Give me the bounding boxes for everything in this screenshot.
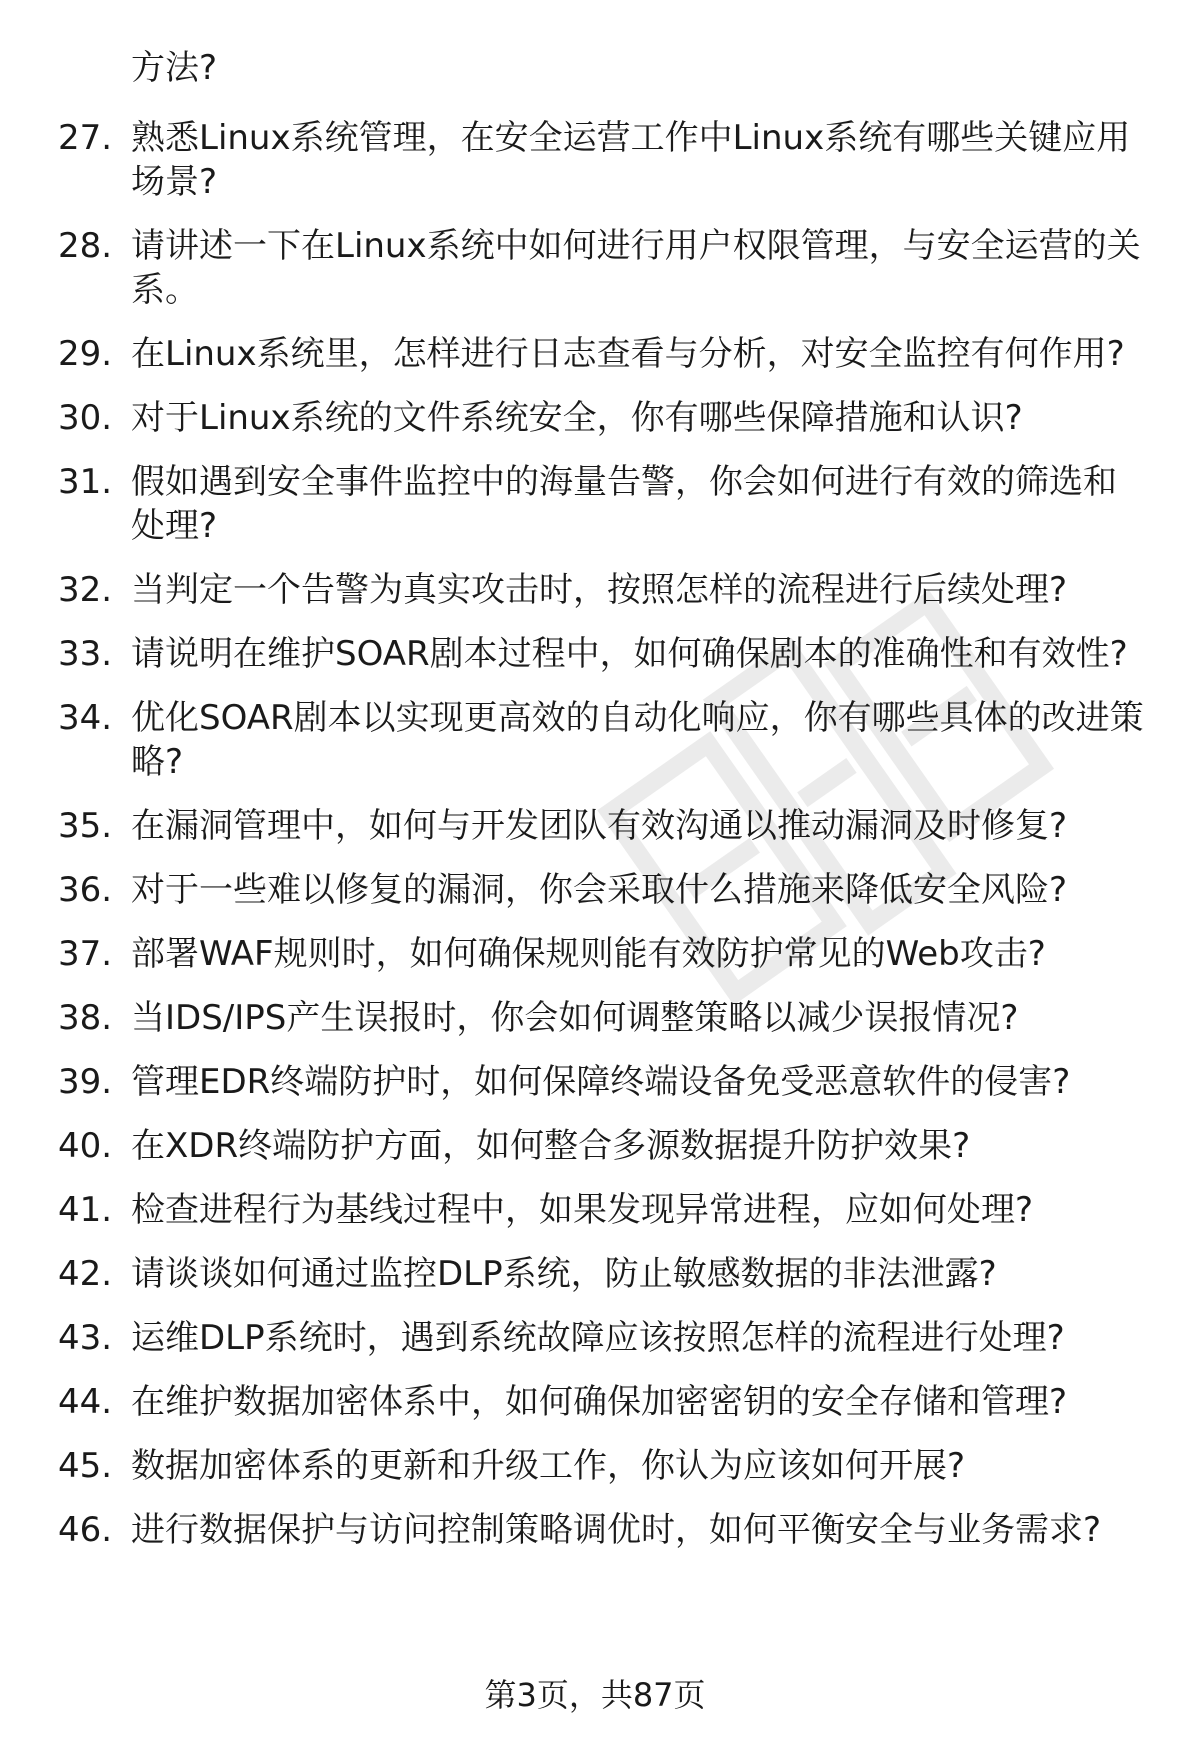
question-number: 44. — [58, 1382, 113, 1422]
question-number: 29. — [58, 334, 113, 374]
question-text: 数据加密体系的更新和升级工作，你认为应该如何开展? — [131, 1446, 966, 1486]
question-text: 熟悉Linux系统管理，在安全运营工作中Linux系统有哪些关键应用场景? — [131, 118, 1131, 202]
question-text: 优化SOAR剧本以实现更高效的自动化响应，你有哪些具体的改进策略? — [131, 698, 1144, 782]
question-text: 请谈谈如何通过监控DLP系统，防止敏感数据的非法泄露? — [131, 1254, 997, 1294]
question-number: 31. — [58, 462, 113, 502]
question-item — [0, 1060, 1190, 1104]
question-text: 管理EDR终端防护时，如何保障终端设备免受恶意软件的侵害? — [131, 1062, 1071, 1102]
question-number: 39. — [58, 1062, 113, 1102]
question-number: 34. — [58, 698, 113, 738]
question-item — [0, 568, 1190, 612]
question-number: 37. — [58, 934, 113, 974]
question-item — [0, 1380, 1190, 1424]
question-number: 42. — [58, 1254, 113, 1294]
question-number: 33. — [58, 634, 113, 674]
question-item — [0, 224, 1190, 312]
question-item — [0, 396, 1190, 440]
question-item — [0, 1188, 1190, 1232]
question-text: 当IDS/IPS产生误报时，你会如何调整策略以减少误报情况? — [131, 998, 1019, 1038]
question-number: 40. — [58, 1126, 113, 1166]
question-number: 28. — [58, 226, 113, 266]
question-item — [0, 632, 1190, 676]
question-number: 43. — [58, 1318, 113, 1358]
question-item — [0, 116, 1190, 204]
question-item — [0, 1444, 1190, 1488]
question-item — [0, 804, 1190, 848]
question-number: 45. — [58, 1446, 113, 1486]
page-number-footer: 第3页，共87页 — [484, 1676, 706, 1714]
question-number: 46. — [58, 1510, 113, 1550]
question-text: 当判定一个告警为真实攻击时，按照怎样的流程进行后续处理? — [131, 570, 1068, 610]
question-text: 进行数据保护与访问控制策略调优时，如何平衡安全与业务需求? — [131, 1510, 1102, 1550]
question-item — [0, 996, 1190, 1040]
question-number: 36. — [58, 870, 113, 910]
question-text: 对于Linux系统的文件系统安全，你有哪些保障措施和认识? — [131, 398, 1023, 438]
question-text: 在漏洞管理中，如何与开发团队有效沟通以推动漏洞及时修复? — [131, 806, 1068, 846]
question-text: 运维DLP系统时，遇到系统故障应该按照怎样的流程进行处理? — [131, 1318, 1065, 1358]
question-text: 在维护数据加密体系中，如何确保加密密钥的安全存储和管理? — [131, 1382, 1068, 1422]
continued-question-text: 方法? — [131, 48, 218, 88]
question-item — [0, 932, 1190, 976]
question-text: 检查进程行为基线过程中，如果发现异常进程，应如何处理? — [131, 1190, 1034, 1230]
question-number: 35. — [58, 806, 113, 846]
question-number: 38. — [58, 998, 113, 1038]
question-list — [0, 116, 1190, 1572]
question-item — [0, 1252, 1190, 1296]
question-number: 27. — [58, 118, 113, 158]
question-item — [0, 868, 1190, 912]
question-text: 对于一些难以修复的漏洞，你会采取什么措施来降低安全风险? — [131, 870, 1068, 910]
question-item — [0, 460, 1190, 548]
question-item — [0, 1508, 1190, 1552]
question-item — [0, 696, 1190, 784]
question-number: 30. — [58, 398, 113, 438]
question-item — [0, 1124, 1190, 1168]
question-text: 假如遇到安全事件监控中的海量告警，你会如何进行有效的筛选和处理? — [131, 462, 1117, 546]
question-number: 41. — [58, 1190, 113, 1230]
question-text: 部署WAF规则时，如何确保规则能有效防护常见的Web攻击? — [131, 934, 1046, 974]
question-number: 32. — [58, 570, 113, 610]
question-item — [0, 332, 1190, 376]
question-text: 在XDR终端防护方面，如何整合多源数据提升防护效果? — [131, 1126, 971, 1166]
question-text: 请说明在维护SOAR剧本过程中，如何确保剧本的准确性和有效性? — [131, 634, 1128, 674]
question-item — [0, 1316, 1190, 1360]
question-text: 在Linux系统里，怎样进行日志查看与分析，对安全监控有何作用? — [131, 334, 1125, 374]
question-text: 请讲述一下在Linux系统中如何进行用户权限管理，与安全运营的关系。 — [131, 226, 1141, 310]
